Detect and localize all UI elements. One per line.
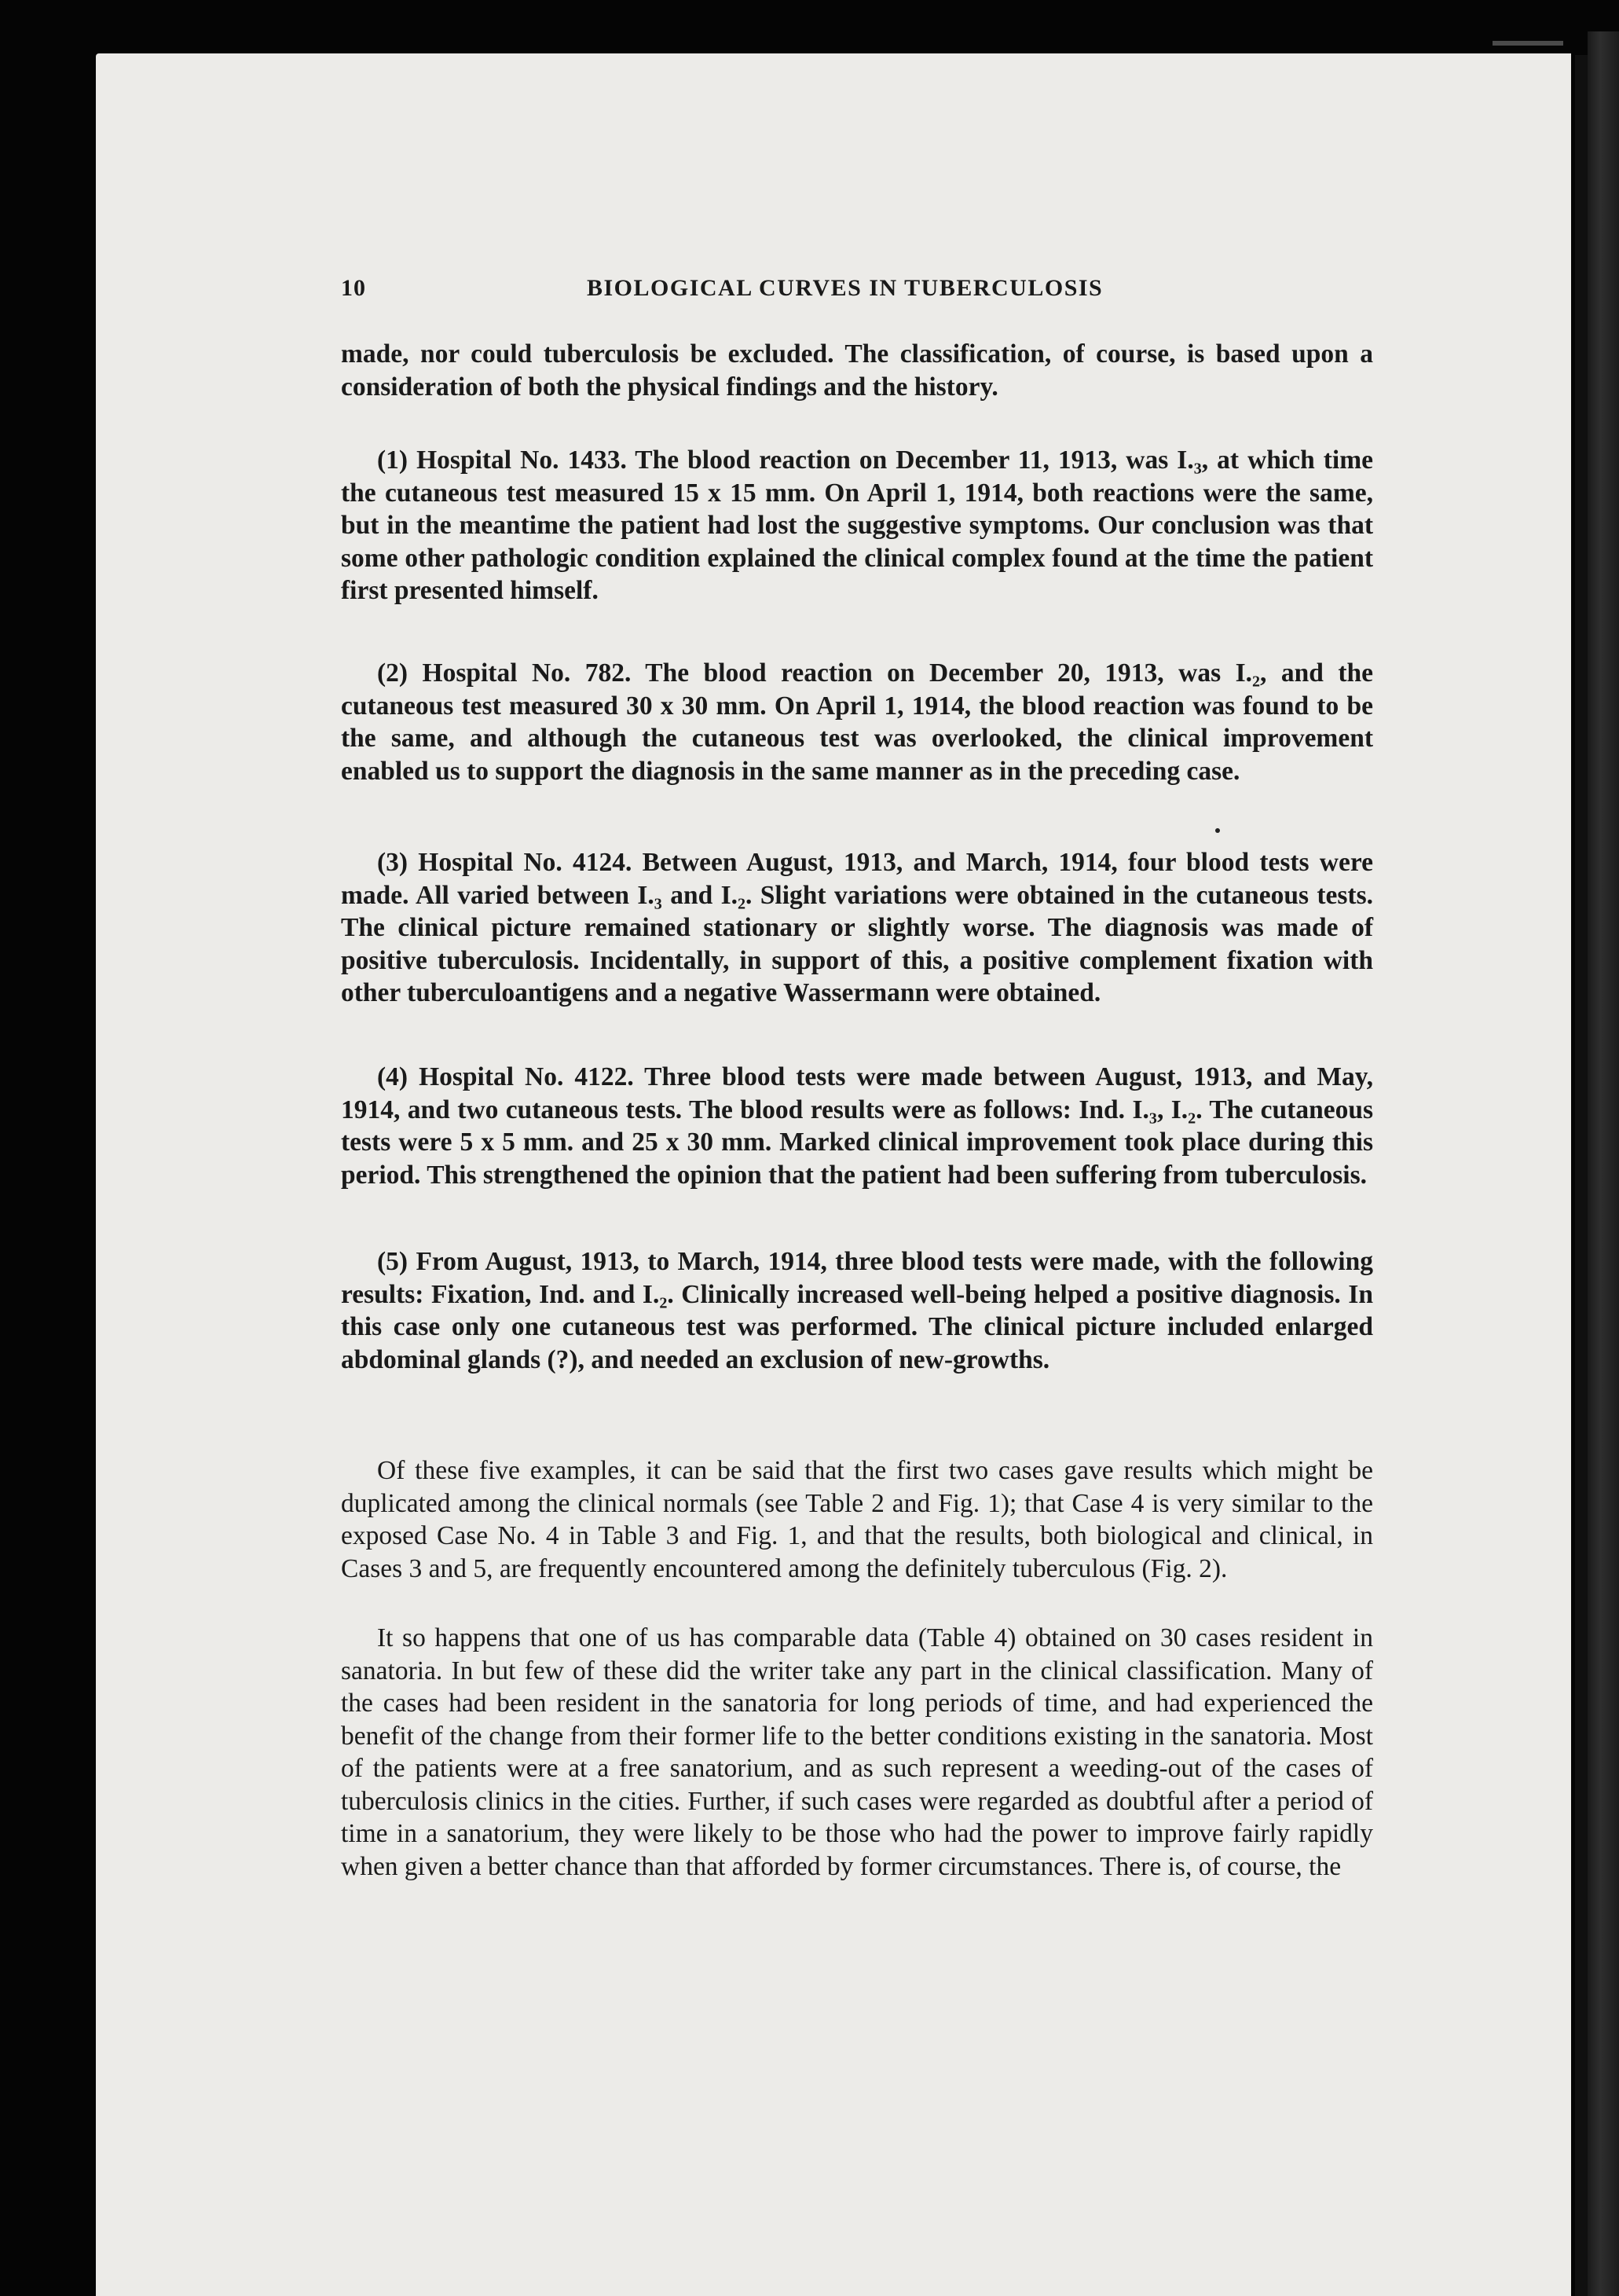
stray-ink-dot <box>1215 828 1220 833</box>
scan-border-strip <box>1588 31 1619 2296</box>
case-paragraph-1: (1) Hospital No. 1433. The blood reaction on December 11, 1913, was I.₃, at which time the cutaneous test measured 15 x 15 mm. On April 1, 1914, both reactions were the same, but in the meantime the patient had lost the suggestive symptoms. Our conclusion was that some other pathologic condition explained the clinical complex found at the time the patient first presented himself. <box>341 446 1373 605</box>
running-title: BIOLOGICAL CURVES IN TUBERCULOSIS <box>587 275 1104 301</box>
page-gutter-shadow <box>1575 55 1588 2296</box>
discussion-paragraph: It so happens that one of us has comparable data (Table 4) obtained on 30 cases resident in sanatoria. In but few of these did the writer take any part in the clinical classification. Many of the cases had been resident in the sanatoria for long periods of time, and had experienced the benefit of the change from their former life to the better conditions existing in the sanatoria. Most of the patients were at a free sanatorium, and as such represent a weeding-out of the cases of tuberculosis clinics in the cities. Further, if such cases were regarded as doubtful after a period of time in a sanatorium, they were likely to be those who had the power to improve fairly rapidly when given a better chance than that afforded by former circumstances. There is, of course, the <box>341 1623 1373 1881</box>
paragraph-continuation: made, nor could tuberculosis be excluded. The classification, of course, is based upon a consideration of both the physical findings and the history. <box>341 339 1373 402</box>
case-paragraph-3: (3) Hospital No. 4124. Between August, 1913, and March, 1914, four blood tests were made. All varied between I.₃ and I.₂. Slight variations were obtained in the cutaneous tests. The clinical picture remained stationary or slightly worse. The diagnosis was made of positive tuberculosis. Incidentally, in support of this, a positive complement fixation with other tuberculoantigens and a negative Wassermann were obtained. <box>341 848 1373 1007</box>
case-paragraph-2: (2) Hospital No. 782. The blood reaction on December 20, 1913, was I.₂, and the cutaneous test measured 30 x 30 mm. On April 1, 1914, the blood reaction was found to be the same, and although the cutaneous test was overlooked, the clinical improvement enabled us to support the diagnosis in the same manner as in the preceding case. <box>341 658 1373 786</box>
case-paragraph-5: (5) From August, 1913, to March, 1914, three blood tests were made, with the following results: Fixation, Ind. and I.₂. Clinically increased well-being helped a positive diagnosis. In this case only one cutaneous test was performed. The clinical picture included enlarged abdominal glands (?), and needed an exclusion of new-growths. <box>341 1247 1373 1374</box>
running-head <box>341 275 1373 306</box>
summary-paragraph: Of these five examples, it can be said that the first two cases gave results which might be duplicated among the clinical normals (see Table 2 and Fig. 1); that Case 4 is very similar to the exposed Case No. 4 in Table 3 and Fig. 1, and that the results, both biological and clinical, in Cases 3 and 5, are frequently encountered among the definitely tuberculous (Fig. 2). <box>341 1456 1373 1583</box>
case-paragraph-4: (4) Hospital No. 4122. Three blood tests were made between August, 1913, and May, 1914, and two cutaneous tests. The blood results were as follows: Ind. I.₃, I.₂. The cutaneous tests were 5 x 5 mm. and 25 x 30 mm. Marked clinical improvement took place during this period. This strengthened the opinion that the patient had been suffering from tuberculosis. <box>341 1062 1373 1190</box>
page-number: 10 <box>341 275 366 301</box>
scan-corner-mark <box>1493 41 1563 46</box>
